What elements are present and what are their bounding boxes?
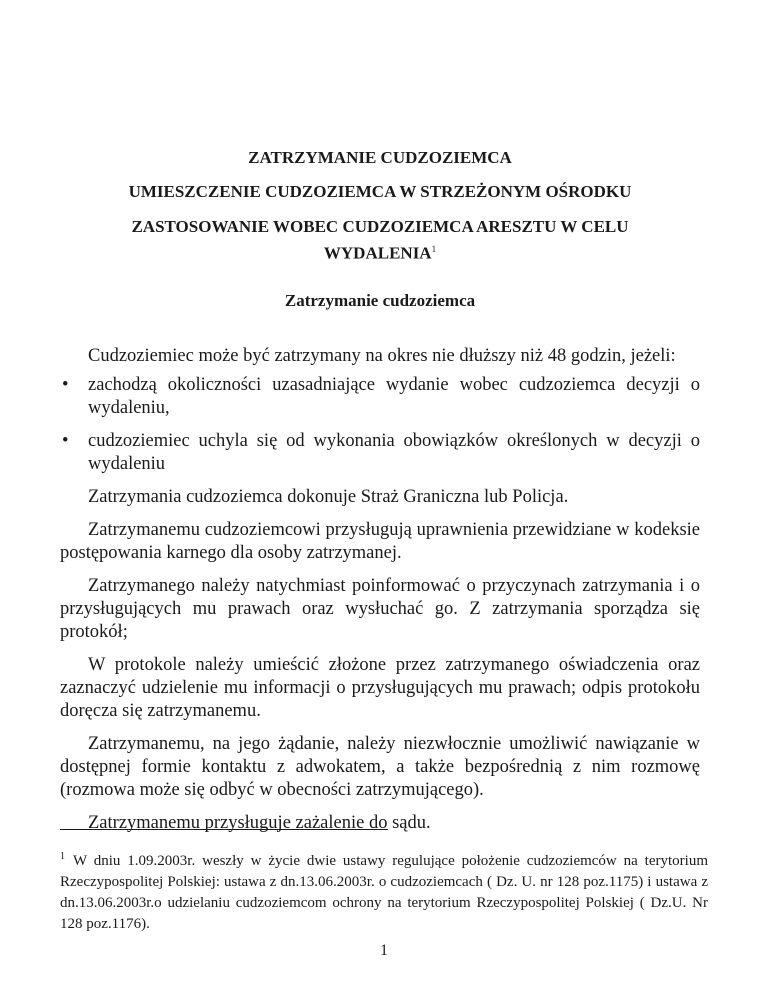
document-title-3-text: ZASTOSOWANIE WOBEC CUDZOZIEMCA ARESZTU W CELU WYDALENIA — [131, 217, 629, 263]
list-item — [60, 374, 700, 420]
list-item — [60, 430, 700, 476]
paragraph: Zatrzymanemu przysługuje zażalenie do sądu. — [88, 812, 431, 833]
list-item-text: cudzoziemiec uchyla się od wykonania obowiązków określonych w decyzji o wydaleniu — [88, 430, 700, 474]
bullet-icon: • — [62, 430, 69, 451]
footnote — [60, 846, 708, 935]
page-content — [60, 148, 700, 845]
paragraph: Zatrzymanego należy natychmiast poinformować o przyczynach zatrzymania i o przysługujących mu prawach oraz wysłuchać go. Z zatrzymania sporządza się protokół; — [60, 575, 700, 642]
document-title-1: ZATRZYMANIE CUDZOZIEMCA — [248, 148, 512, 167]
bullet-icon: • — [62, 374, 69, 395]
intro-paragraph: Cudzoziemiec może być zatrzymany na okres nie dłuższy niż 48 godzin, jeżeli: — [88, 345, 676, 366]
document-title-3 — [60, 216, 700, 265]
page-number: 1 — [380, 942, 388, 959]
conditions-list — [60, 374, 700, 476]
footnote-mark: 1 — [60, 851, 65, 862]
paragraph: Zatrzymanemu cudzoziemcowi przysługują uprawnienia przewidziane w kodeksie postępowania karnego dla osoby zatrzymanej. — [60, 519, 700, 563]
body-text — [60, 345, 700, 835]
title-footnote-mark: 1 — [431, 244, 437, 254]
paragraph: Zatrzymania cudzoziemca dokonuje Straż Graniczna lub Policja. — [88, 486, 569, 507]
footnote-text: W dniu 1.09.2003r. weszły w życie dwie ustawy regulujące położenie cudzoziemców na terytorium Rzeczypospolitej Polskiej: ustawa z dn.13.06.2003r. o cudzoziemcach ( Dz. U. nr 128 poz.1175) i ustawa z dn.13.06.2003r.o udzielaniu cudzoziemcom ochrony na terytorium Rzeczypospolitej Polskiej ( Dz.U. Nr 128 poz.1176). — [60, 853, 708, 932]
document-title-2: UMIESZCZENIE CUDZOZIEMCA W STRZEŻONYM OŚRODKU — [128, 182, 632, 201]
paragraph: Zatrzymanemu, na jego żądanie, należy niezwłocznie umożliwić nawiązanie w dostępnej formie kontaktu z adwokatem, a także bezpośrednią z nim rozmowę (rozmowa może się odbyć w obecności zatrzymującego). — [60, 733, 700, 800]
footnote-divider — [60, 829, 388, 830]
section-heading: Zatrzymanie cudzoziemca — [284, 290, 476, 310]
paragraph: W protokole należy umieścić złożone przez zatrzymanego oświadczenia oraz zaznaczyć udzielenie mu informacji o przysługujących mu prawach; odpis protokołu doręcza się zatrzymanemu. — [60, 654, 700, 721]
list-item-text: zachodzą okoliczności uzasadniające wydanie wobec cudzoziemca decyzji o wydaleniu, — [88, 374, 700, 418]
